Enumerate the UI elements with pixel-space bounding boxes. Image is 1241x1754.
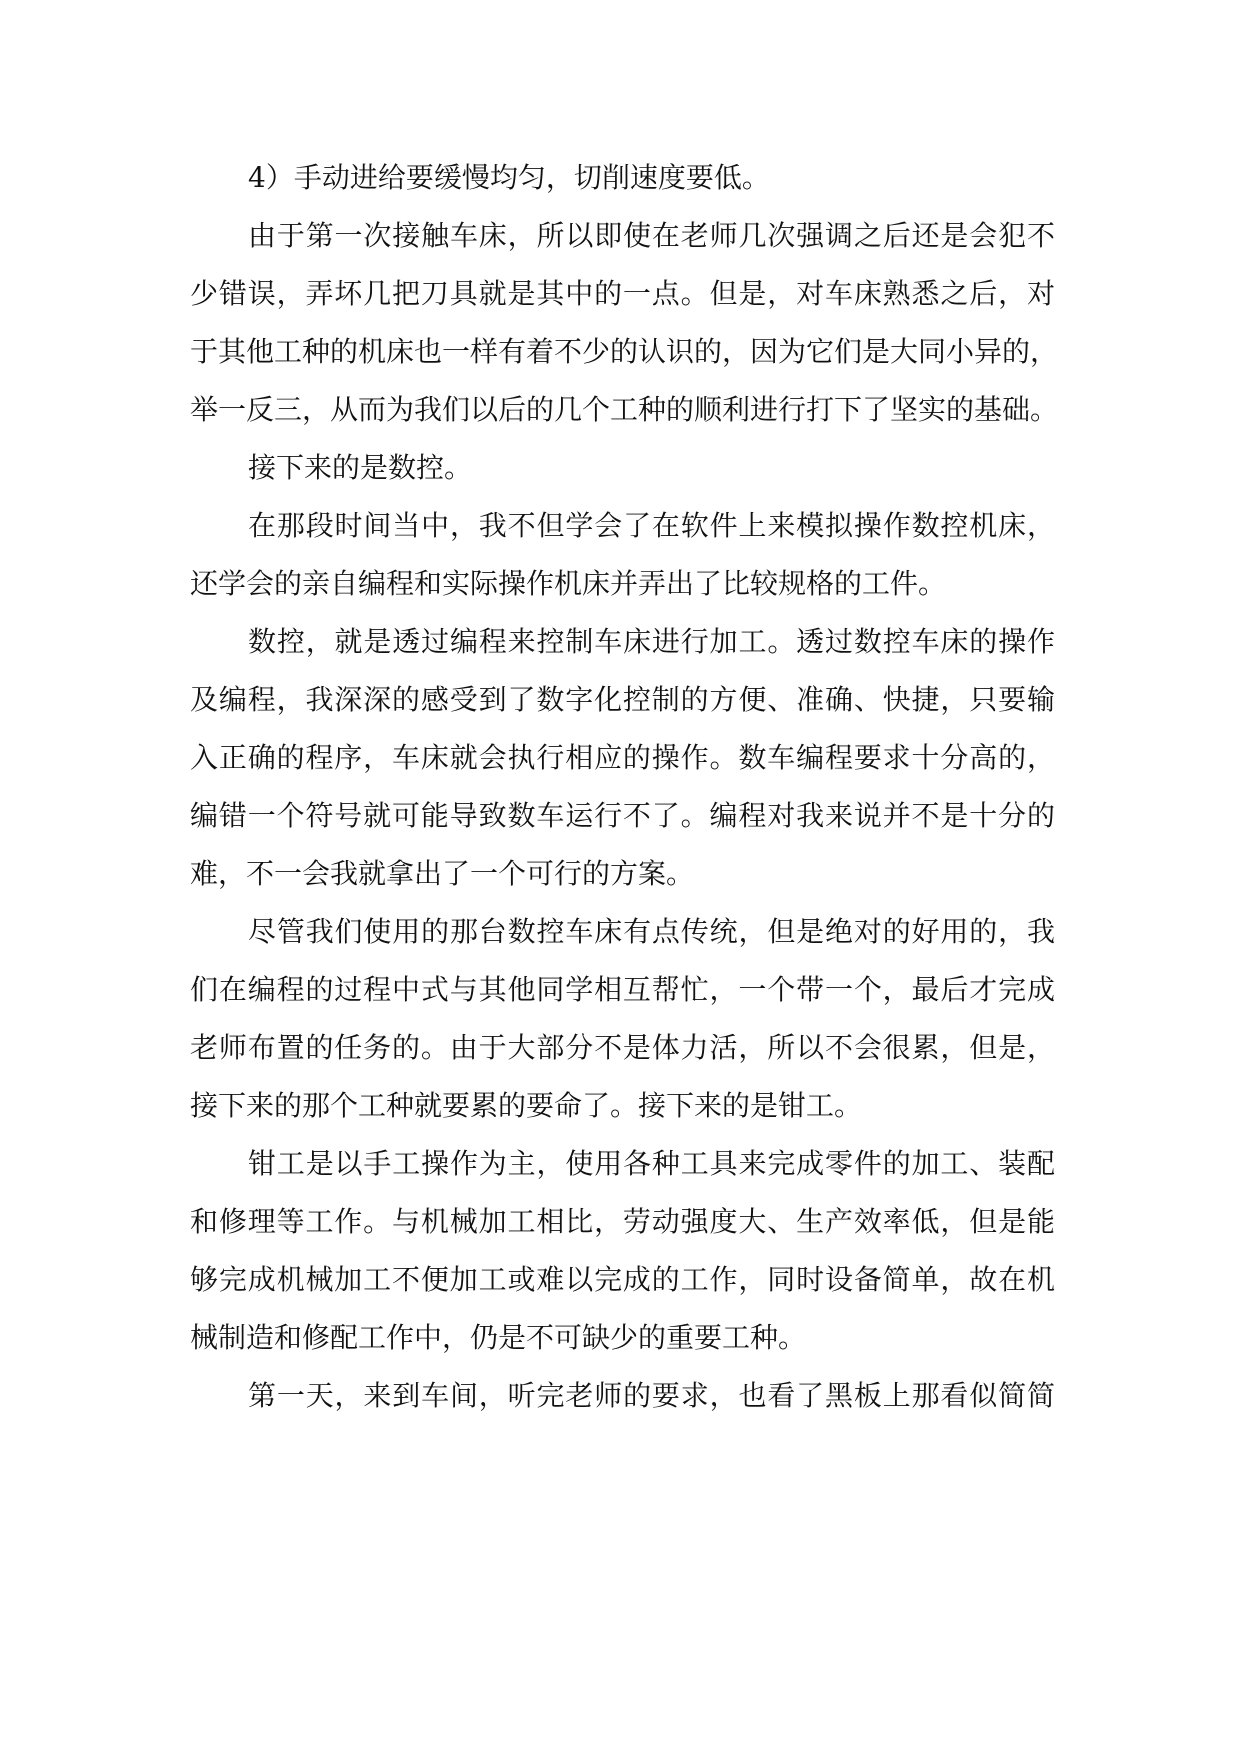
text-line: 数控，就是透过编程来控制车床进行加工。透过数控车床的操作 — [248, 625, 1055, 658]
text-line: 难，不一会我就拿出了一个可行的方案。 — [190, 857, 695, 890]
text-line: 于其他工种的机床也一样有着不少的认识的，因为它们是大同小异的， — [190, 335, 1059, 368]
text-line: 举一反三，从而为我们以后的几个工种的顺利进行打下了坚实的基础。 — [190, 393, 1059, 426]
text-line: 4）手动进给要缓慢均匀，切削速度要低。 — [248, 161, 770, 194]
text-line: 还学会的亲自编程和实际操作机床并弄出了比较规格的工件。 — [190, 567, 947, 600]
text-line: 尽管我们使用的那台数控车床有点传统，但是绝对的好用的，我 — [248, 915, 1055, 948]
text-line: 由于第一次接触车床，所以即使在老师几次强调之后还是会犯不 — [248, 219, 1055, 252]
text-line: 入正确的程序，车床就会执行相应的操作。数车编程要求十分高的， — [190, 741, 1055, 774]
text-line: 们在编程的过程中式与其他同学相互帮忙，一个带一个，最后才完成 — [190, 973, 1055, 1006]
text-line: 第一天，来到车间，听完老师的要求，也看了黑板上那看似简简 — [248, 1379, 1055, 1412]
text-line: 接下来的是数控。 — [248, 451, 473, 484]
text-line: 编错一个符号就可能导致数车运行不了。编程对我来说并不是十分的 — [190, 799, 1055, 832]
text-line: 老师布置的任务的。由于大部分不是体力活，所以不会很累，但是， — [190, 1031, 1055, 1064]
text-line: 钳工是以手工操作为主，使用各种工具来完成零件的加工、装配 — [248, 1147, 1055, 1180]
text-line: 接下来的那个工种就要累的要命了。接下来的是钳工。 — [190, 1089, 863, 1122]
text-line: 及编程，我深深的感受到了数字化控制的方便、准确、快捷，只要输 — [190, 683, 1055, 716]
text-line: 械制造和修配工作中，仍是不可缺少的重要工种。 — [190, 1321, 807, 1354]
text-line: 够完成机械加工不便加工或难以完成的工作，同时设备简单，故在机 — [190, 1263, 1055, 1296]
text-line: 少错误，弄坏几把刀具就是其中的一点。但是，对车床熟悉之后，对 — [190, 277, 1055, 310]
text-line: 在那段时间当中，我不但学会了在软件上来模拟操作数控机床， — [248, 509, 1055, 542]
text-line: 和修理等工作。与机械加工相比，劳动强度大、生产效率低，但是能 — [190, 1205, 1055, 1238]
